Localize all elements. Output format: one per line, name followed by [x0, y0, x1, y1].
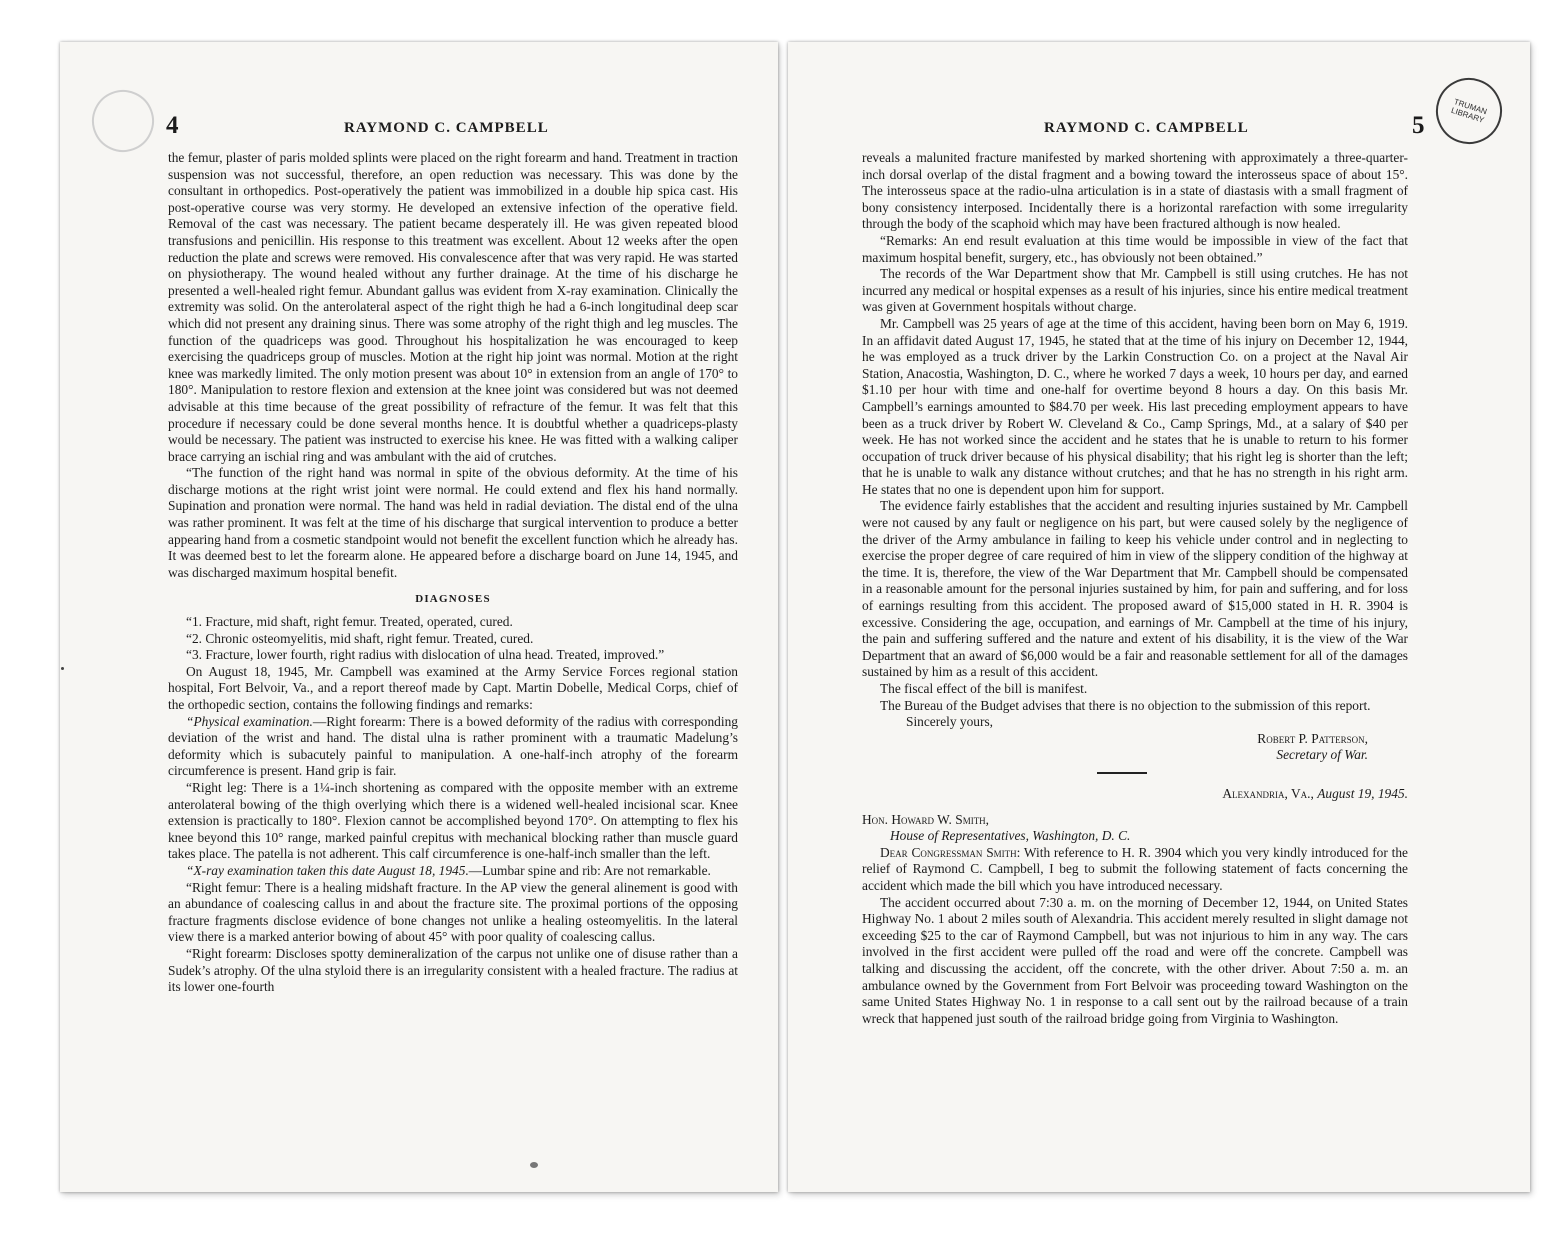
- diagnosis-item: “2. Chronic osteomyelitis, mid shaft, right femur. Treated, cured.: [186, 630, 534, 646]
- paragraph: reveals a malunited fracture manifested by marked shortening with approximately a three-quarter-inch dorsal overlap of the distal fragment and a bowing toward the interosseus space of about 15°. The interosseus space at the radio-ulna articulation is in a state of diastasis with a small fragment of bony consistency interposed. Incidentally there is a horizontal rarefaction with some irregularity through the body of the scaphoid which may have been fractured although is now healed.: [862, 150, 1408, 232]
- paragraph: [862, 845, 1408, 895]
- paragraph: The accident occurred about 7:30 a. m. on the morning of December 12, 1944, on United States Highway No. 1 about 2 miles south of Alexandria. This accident merely resulted in slight damage not exceeding $25 to the car of Raymond Campbell, but was not injurious to him in any way. The cars involved in the first accident were pulled off the road and were off the concrete. Campbell was talking and discussing the accident, off the concrete, with the other driver. About 7:50 a. m. an ambulance owned by the Government from Fort Belvoir was proceeding toward Washington on the same United States Highway No. 1 in response to a call sent out by the railroad because of a train wreck that happened just south of the railroad bridge going from Virginia to Washington.: [862, 894, 1408, 1026]
- paragraph: The records of the War Department show that Mr. Campbell is still using crutches. He has not incurred any medical or hospital expenses as a result of his injuries, since his entire medical treatment was given at Government hospitals without charge.: [862, 266, 1408, 315]
- left-body: [168, 150, 738, 996]
- paragraph: “Right femur: There is a healing midshaft fracture. In the AP view the general alinement is good with an abundance of coalescing callus in and about the fracture site. The proximal portions of the opposing fracture fragments disclose evidence of bone changes not unlike a healing osteomyelitis. In the lateral view there is a marked anterior bowing of about 45° with poor quality of coalescing callus.: [168, 879, 738, 945]
- diagnosis-item: “1. Fracture, mid shaft, right femur. Treated, operated, cured.: [186, 614, 513, 630]
- salutation: Dear Congressman Smith:: [880, 844, 1021, 860]
- paragraph: “Right leg: There is a 1¼-inch shortening as compared with the opposite member with an extreme anterolateral bowing of the thigh overlying which there is a widened well-healed incisional scar. Knee extension is practically to 180°. Flexion cannot be accomplished beyond 170°. On attempting to flex his knee beyond this 10° range, marked painful crepitus with mechanical blocking rather than muscle guard takes place. The patella is not adherent. This calf circumference is one-half-inch smaller than the left.: [168, 779, 738, 862]
- running-head: RAYMOND C. CAMPBELL: [1044, 120, 1249, 136]
- xray-heading: “X-ray examination taken this date August 18, 1945.: [186, 862, 469, 878]
- paragraph: [168, 863, 738, 880]
- right-page: [788, 42, 1530, 1192]
- signer-title-text: Secretary of War.: [1276, 747, 1368, 763]
- diagnoses-heading: DIAGNOSES: [415, 593, 491, 606]
- addressee-office-text: House of Representatives, Washington, D. C.: [890, 828, 1131, 844]
- xray-text: —Lumbar spine and rib: Are not remarkable.: [468, 862, 711, 878]
- diagnosis-item: “3. Fracture, lower fourth, right radius with dislocation of ulna head. Treated, improved.”: [186, 647, 665, 663]
- running-head: RAYMOND C. CAMPBELL: [344, 120, 549, 136]
- paragraph: The fiscal effect of the bill is manifest.: [880, 681, 1088, 696]
- physical-exam-text: —Right forearm: There is a bowed deformity of the radius with corresponding deviation of the wrist and hand. The distal ulna is rather prominent with a traumatic Madelung’s deformity which is subacutely painful to manipulation. A one-half-inch atrophy of the forearm circumference is present. Hand grip is fair.: [168, 713, 738, 779]
- paragraph: The evidence fairly establishes that the accident and resulting injuries sustained by Mr. Campbell were not caused by any fault or negligence on his part, but were caused solely by the negligence of the driver of the Army ambulance in failing to keep his vehicle under control and in neglecting to exercise the proper degree of care required of him in view of the slippery condition of the highway at the time. It is, therefore, the view of the War Department that Mr. Campbell should be compensated in a reasonable amount for the personal injuries sustained by him, for pain and suffering, and for loss of earnings resulting from this accident. The proposed award of $15,000 stated in H. R. 3904 is excessive. Considering the age, occupation, and earnings of Mr. Campbell at the time of his injury, the pain and suffering suffered and the nature and extent of his disability, it is the view of the War Department that an award of $6,000 would be a fair and reasonable settlement for all of the damages sustained by him as a result of this accident.: [862, 498, 1408, 680]
- dateline-place: Alexandria, Va.,: [1222, 785, 1314, 801]
- signer-name: Robert P. Patterson,: [1257, 730, 1368, 746]
- page-number: 5: [1412, 112, 1425, 139]
- letter-text: With reference to H. R. 3904 which you very kindly introduced for the relief of Raymond C. Campbell, I beg to submit the following statement of facts concerning the accident which made the bill which you have introduced necessary.: [862, 844, 1408, 893]
- paragraph: The Bureau of the Budget advises that there is no objection to the submission of this report.: [880, 697, 1371, 713]
- signer-title: [862, 747, 1408, 764]
- paragraph: “Right forearm: Discloses spotty demineralization of the carpus not unlike one of disuse rather than a Sudek’s atrophy. Of the ulna styloid there is an irregularity consistent with a healed fracture. The radius at its lower one-fourth: [168, 945, 738, 995]
- closing: Sincerely yours,: [906, 714, 994, 730]
- dateline-date: August 19, 1945.: [1317, 785, 1408, 801]
- separator-rule: [1097, 772, 1147, 774]
- margin-mark: [61, 667, 64, 670]
- paragraph: “The function of the right hand was normal in spite of the obvious deformity. At the time of his discharge motions at the right wrist joint were normal. He could extend and flex his hand normally. Supination and pronation were normal. The hand was held in radial deviation. The distal end of the ulna was rather prominent. It was felt at the time of his discharge that surgical intervention to produce a better appearing hand from a cosmetic standpoint would not benefit the excellent function which he already has. It was deemed best to let the forearm alone. He appeared before a discharge board on June 14, 1945, and was discharged maximum hospital benefit.: [168, 465, 738, 580]
- paragraph: “Remarks: An end result evaluation at this time would be impossible in view of the fact that maximum hospital benefit, surgery, etc., has obviously not been obtained.”: [862, 232, 1408, 265]
- paragraph: Mr. Campbell was 25 years of age at the time of this accident, having been born on May 6, 1919. In an affidavit dated August 17, 1945, he stated that at the time of his injury on December 12, 1944, he was employed as a truck driver by the Larkin Construction Co. on a project at the Naval Air Station, Anacostia, Washington, D. C., where he worked 7 days a week, 10 hours per day, and earned $1.10 per hour with time and one-half for overtime beyond 8 hours a day. On this basis Mr. Campbell’s earnings amounted to $84.70 per week. His last preceding employment appears to have been as a truck driver by Robert W. Cleveland & Co., Camp Springs, Md., at a salary of $40 per week. He has not worked since the accident and he states that he is unable to return to his former occupation of truck driver because of his physical disability; that his right leg is shorter than the left; that he is unable to walk any distance without crutches; and that he has no strength in his right arm. He states that no one is dependent upon him for support.: [862, 315, 1408, 497]
- paragraph: [168, 714, 738, 780]
- addressee-office: [862, 828, 1408, 845]
- addressee: Hon. Howard W. Smith,: [862, 811, 990, 827]
- ink-smudge: [530, 1162, 538, 1168]
- faded-library-stamp: [83, 81, 162, 160]
- paragraph: the femur, plaster of paris molded splints were placed on the right forearm and hand. Treatment in traction suspension was not successful, therefore, an open reduction was necessary. This was done by the consultant in orthopedics. Post-operatively the patient was immobilized in a double hip spica cast. His post-operative course was very stormy. He developed an extensive infection of the operative field. Removal of the cast was necessary. The patient became desperately ill. He was given repeated blood transfusions and penicillin. His response to this treatment was excellent. About 12 weeks after the open reduction the plate and screws were removed. His convalescence after that was very rapid. He was started on physiotherapy. The wound healed without any further drainage. At the time of his discharge he presented a well-healed right femur. Abundant gallus was evident from X-ray examination. Clinically the extremity was solid. On the anterolateral aspect of the right thigh he had a 6-inch longitudinal deep scar which did not present any draining sinus. There was some atrophy of the right thigh and leg muscles. The function of the quadriceps was good. Throughout his hospitalization he was encouraged to keep exercising the quadriceps group of muscles. Motion at the right hip joint was normal. Motion at the right knee was markedly limited. The only motion present was about 10° in extension from an angle of 170° to 180°. Manipulation to restore flexion and extension at the knee joint was considered but was not deemed advisable at this time because of the great possibility of refracture of the femur. It was felt that this procedure if necessary could be done several months hence. It is doubtful whether a quadriceps-plasty would be necessary. The patient was instructed to exercise his knee. He was fitted with a walking caliper brace carrying an ischial ring and was ambulant with the aid of crutches.: [168, 150, 738, 464]
- paragraph: On August 18, 1945, Mr. Campbell was examined at the Army Service Forces regional station hospital, Fort Belvoir, Va., and a report thereof made by Capt. Martin Dobelle, Medical Corps, chief of the orthopedic section, contains the following findings and remarks:: [168, 663, 738, 712]
- physical-exam-heading: “Physical examination.: [186, 713, 313, 729]
- left-page: [60, 42, 778, 1192]
- right-body: [862, 150, 1408, 1027]
- page-number: 4: [166, 112, 179, 139]
- truman-library-stamp: TRUMAN LIBRARY: [1427, 69, 1510, 152]
- dateline: [862, 786, 1408, 803]
